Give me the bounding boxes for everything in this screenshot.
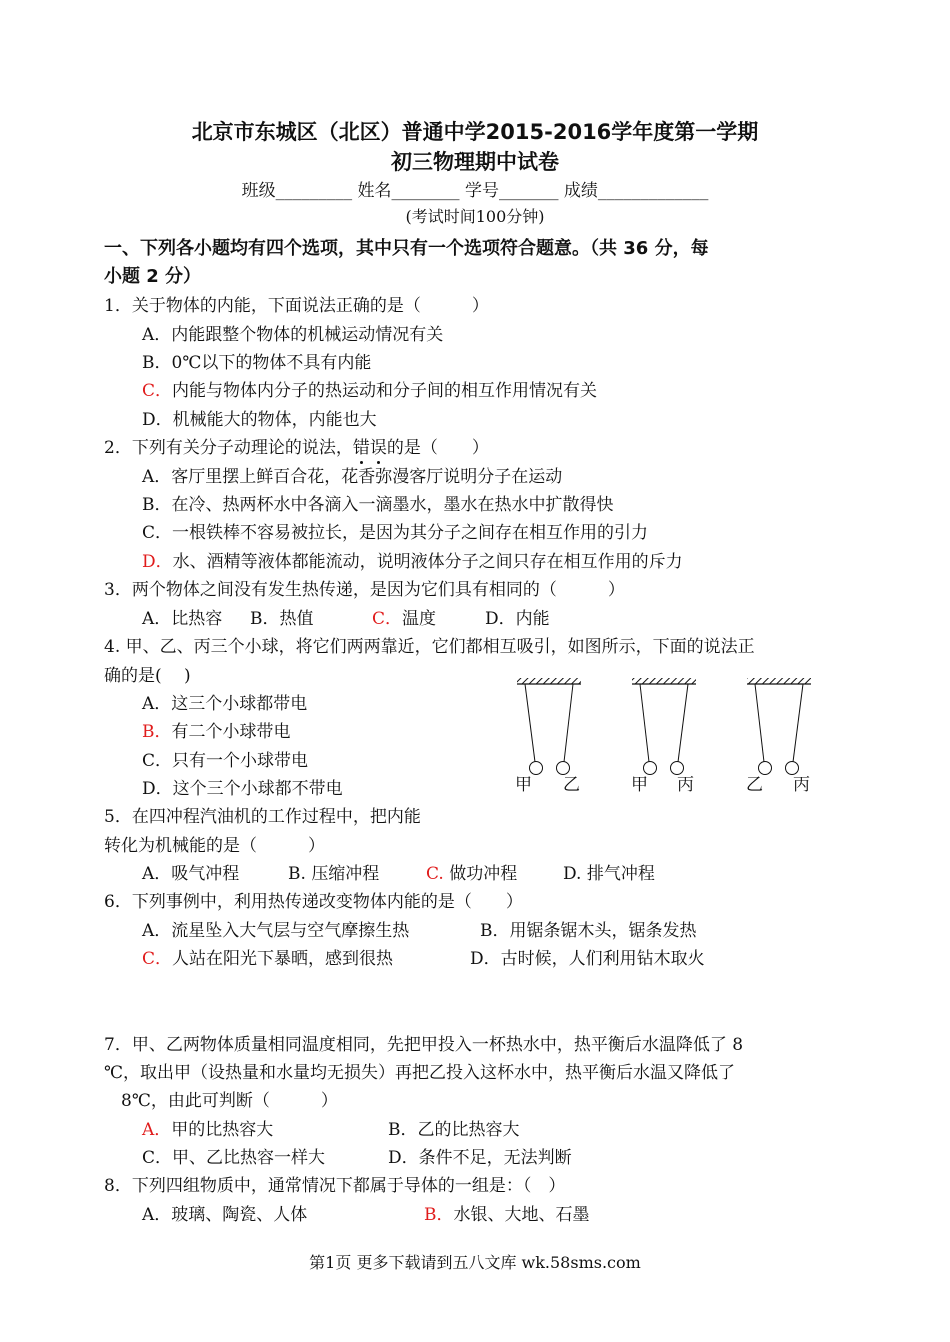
section-heading-line1: 一、下列各小题均有四个选项，其中只有一个选项符合题意。（共 36 分，每 <box>104 238 709 259</box>
option-letter: D． <box>388 1148 419 1168</box>
option-text: 排气冲程 <box>586 864 655 884</box>
option-text: 玻璃、陶瓷、人体 <box>171 1205 308 1225</box>
q5-option-d <box>563 859 655 884</box>
option-letter: D． <box>485 609 516 629</box>
option-letter: A． <box>142 694 172 714</box>
option-letter: D. <box>563 864 587 884</box>
ceiling-support <box>517 678 581 684</box>
q2-option-a <box>142 462 562 487</box>
emphasis-text: 误 <box>369 438 387 458</box>
answer-letter: C. <box>426 864 450 884</box>
option-text: 乙的比热容大 <box>417 1120 520 1140</box>
q8-option-a <box>142 1200 307 1225</box>
question-5-stem-line2: 转化为机械能的是（ ） <box>104 836 325 856</box>
option-text: 水银、大地、石墨 <box>453 1205 590 1225</box>
thread <box>755 684 764 762</box>
answer-letter: A． <box>142 1120 172 1140</box>
question-4-stem-line2: 确的是( ) <box>104 666 191 686</box>
question-7-stem-line3: 8℃，由此可判断（ ） <box>121 1091 338 1111</box>
exam-time-note: (考试时间100分钟) <box>405 207 545 226</box>
thread <box>525 684 535 762</box>
option-letter: A． <box>142 467 172 487</box>
q7-option-c <box>142 1143 325 1168</box>
q7-option-d <box>388 1143 572 1168</box>
option-letter: D． <box>142 410 173 430</box>
answer-letter: C． <box>372 609 403 629</box>
thread <box>640 684 649 762</box>
ball-pair-1 <box>515 678 581 795</box>
q7-option-b <box>388 1115 520 1140</box>
section-heading-line2: 小题 2 分） <box>104 266 202 287</box>
option-text: 压缩冲程 <box>311 864 380 884</box>
emphasis-char <box>370 438 387 458</box>
q4-option-c <box>142 746 308 771</box>
option-letter: D． <box>470 949 501 969</box>
question-2-stem <box>104 433 489 458</box>
question-3-stem: 3．两个物体之间没有发生热传递，是因为它们具有相同的（ ） <box>104 580 625 600</box>
ball <box>644 762 657 775</box>
ball-label: 甲 <box>515 775 532 795</box>
option-letter: A． <box>142 921 172 941</box>
q1-option-b <box>142 348 371 373</box>
ball-label: 丙 <box>677 775 694 795</box>
option-letter: B. <box>288 864 312 884</box>
option-text: 一根铁棒不容易被拉长，是因为其分子之间存在相互作用的引力 <box>172 523 649 543</box>
q4-option-d <box>142 774 343 799</box>
stem-text: 的是（ ） <box>386 438 489 458</box>
option-text: 吸气冲程 <box>171 864 240 884</box>
q6-option-d <box>470 944 705 969</box>
ball <box>530 762 543 775</box>
ball-pair-2 <box>631 678 696 795</box>
q5-option-c <box>426 859 517 884</box>
option-letter: C． <box>142 751 173 771</box>
option-text: 这三个小球都带电 <box>171 694 308 714</box>
ceiling-support <box>747 678 811 684</box>
question-7-stem-line1: 7．甲、乙两物体质量相同温度相同，先把甲投入一杯热水中，热平衡后水温降低了 8 <box>104 1035 744 1055</box>
option-text: 做功冲程 <box>449 864 518 884</box>
answer-letter: B． <box>424 1205 454 1225</box>
option-letter: A． <box>142 1205 172 1225</box>
option-text: 0℃以下的物体不具有内能 <box>171 353 372 373</box>
q5-option-b <box>288 859 379 884</box>
q1-option-a <box>142 320 443 345</box>
q6-option-b <box>480 916 697 941</box>
option-text: 内能 <box>515 609 550 629</box>
option-letter: A． <box>142 609 172 629</box>
question-1-stem: 1．关于物体的内能，下面说法正确的是（ ） <box>104 296 489 316</box>
q1-option-d <box>142 405 377 430</box>
option-letter: A． <box>142 864 172 884</box>
option-text: 客厅里摆上鲜百合花，花香弥漫客厅说明分子在运动 <box>171 467 563 487</box>
q7-option-a <box>142 1115 273 1140</box>
q2-option-d <box>142 547 683 572</box>
ball <box>759 762 772 775</box>
q1-option-c <box>142 376 597 401</box>
q2-option-b <box>142 490 614 515</box>
option-text: 用锯条锯木头，锯条发热 <box>509 921 697 941</box>
q4-option-a <box>142 689 307 714</box>
option-text: 在冷、热两杯水中各滴入一滴墨水，墨水在热水中扩散得快 <box>171 495 614 515</box>
option-letter: B． <box>142 353 172 373</box>
ball <box>671 762 684 775</box>
emphasis-char <box>353 438 370 458</box>
option-text: 有二个小球带电 <box>171 722 291 742</box>
answer-letter: C． <box>142 949 173 969</box>
answer-letter: D． <box>142 552 173 572</box>
q5-option-a <box>142 859 239 884</box>
question-7-stem-line2: ℃，取出甲（设热量和水量均无损失）再把乙投入这杯水中，热平衡后水温又降低了 <box>104 1063 736 1083</box>
question-6-stem: 6．下列事例中，利用热传递改变物体内能的是（ ） <box>104 892 523 912</box>
ball-pair-3 <box>746 678 811 795</box>
question-5-stem-line1: 5．在四冲程汽油机的工作过程中，把内能 <box>104 807 421 827</box>
option-text: 水、酒精等液体都能流动，说明液体分子之间只存在相互作用的斥力 <box>172 552 683 572</box>
option-letter: D． <box>142 779 173 799</box>
ceiling-support <box>632 678 696 684</box>
option-letter: B． <box>388 1120 418 1140</box>
q6-option-a <box>142 916 409 941</box>
q4-option-b <box>142 717 291 742</box>
student-info-line: 班级_________ 姓名________ 学号_______ 成绩_____________ <box>241 181 709 201</box>
option-text: 甲、乙比热容一样大 <box>172 1148 326 1168</box>
q3-option-d <box>485 604 550 629</box>
option-text: 内能跟整个物体的机械运动情况有关 <box>171 325 444 345</box>
q6-option-c <box>142 944 393 969</box>
q3-option-c <box>372 604 436 629</box>
option-text: 古时候，人们利用钻木取火 <box>500 949 705 969</box>
option-letter: B． <box>250 609 280 629</box>
option-text: 比热容 <box>171 609 223 629</box>
option-text: 流星坠入大气层与空气摩擦生热 <box>171 921 410 941</box>
stem-text: 2．下列有关分子动理论的说法， <box>104 438 353 458</box>
thread <box>678 684 688 762</box>
exam-title-line2: 初三物理期中试卷 <box>391 150 559 174</box>
option-text: 只有一个小球带电 <box>172 751 309 771</box>
answer-letter: B． <box>142 722 172 742</box>
page-footer: 第1页 更多下载请到五八文库 wk.58sms.com <box>309 1253 641 1272</box>
ball-label: 乙 <box>746 775 763 795</box>
q3-option-a <box>142 604 222 629</box>
ball-label: 乙 <box>563 775 580 795</box>
option-text: 机械能大的物体，内能也大 <box>172 410 377 430</box>
option-letter: C． <box>142 1148 173 1168</box>
option-letter: B． <box>480 921 510 941</box>
ball-label: 丙 <box>793 775 810 795</box>
answer-letter: C． <box>142 381 173 401</box>
option-text: 温度 <box>402 609 437 629</box>
exam-title-line1: 北京市东城区（北区）普通中学2015-2016学年度第一学期 <box>191 120 759 144</box>
emphasis-text: 错 <box>352 438 370 458</box>
ball <box>557 762 570 775</box>
option-text: 这个三个小球都不带电 <box>172 779 343 799</box>
thread <box>564 684 573 762</box>
thread <box>793 684 803 762</box>
option-text: 人站在阳光下暴晒，感到很热 <box>172 949 394 969</box>
q2-option-c <box>142 518 648 543</box>
option-text: 内能与物体内分子的热运动和分子间的相互作用情况有关 <box>172 381 598 401</box>
option-text: 甲的比热容大 <box>171 1120 274 1140</box>
ball <box>786 762 799 775</box>
option-letter: C． <box>142 523 173 543</box>
option-letter: B． <box>142 495 172 515</box>
option-text: 热值 <box>279 609 314 629</box>
question-4-stem-line1: 4. 甲、乙、丙三个小球，将它们两两靠近，它们都相互吸引，如图所示，下面的说法正 <box>104 637 755 657</box>
q8-option-b <box>424 1200 590 1225</box>
q3-option-b <box>250 604 314 629</box>
ball-label: 甲 <box>631 775 648 795</box>
option-letter: A． <box>142 325 172 345</box>
option-text: 条件不足，无法判断 <box>418 1148 572 1168</box>
charged-balls-figure <box>505 672 825 797</box>
question-8-stem: 8．下列四组物质中，通常情况下都属于导体的一组是：（ ） <box>104 1176 566 1196</box>
